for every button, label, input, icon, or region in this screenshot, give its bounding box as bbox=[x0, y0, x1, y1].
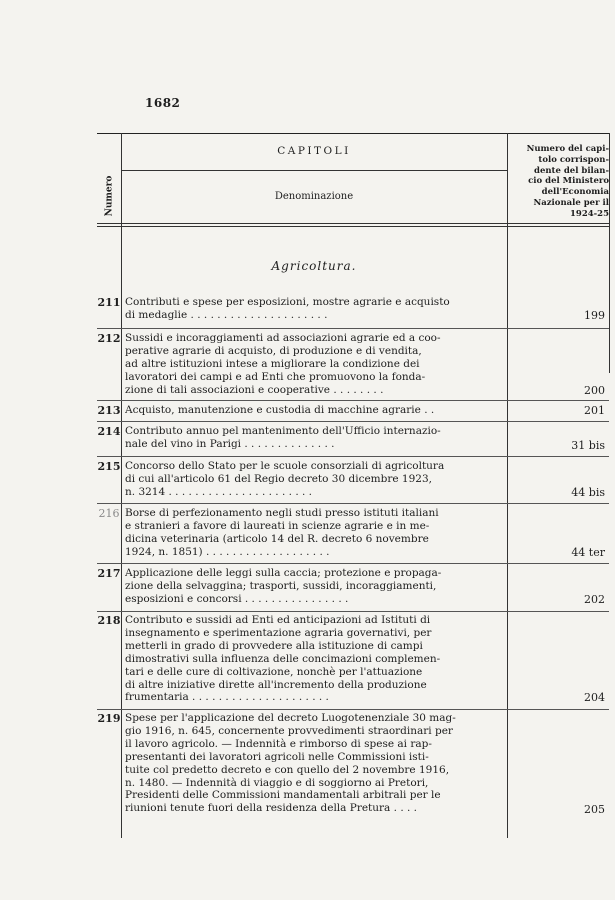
page-number: 1682 bbox=[145, 96, 181, 110]
row-rule bbox=[97, 456, 609, 457]
bilancio-line: 1924-25 bbox=[569, 208, 609, 219]
chapter-number: 218 bbox=[97, 614, 121, 627]
chapter-number: 219 bbox=[97, 712, 121, 725]
description-line: perative agrarie di acquisto, di produzione e di vendita, bbox=[125, 344, 422, 357]
bilancio-line: tolo corrispon- bbox=[538, 154, 609, 165]
row-rule bbox=[97, 611, 609, 612]
table-top-rule bbox=[97, 133, 609, 134]
capitoli-header: CAPITOLI bbox=[277, 145, 351, 157]
description-line: Contributi e spese per esposizioni, mostre agrarie e acquisto bbox=[125, 296, 450, 308]
description-line: Contributo e sussidi ad Enti ed anticipazioni ad Istituti di bbox=[125, 614, 431, 626]
description-line: lavoratori dei campi e ad Enti che promuovono la fonda- bbox=[125, 370, 426, 383]
description-line: Acquisto, manutenzione e custodia di macchine agrarie . . bbox=[125, 404, 435, 416]
column-divider-right bbox=[507, 133, 508, 838]
description-line: e stranieri a favore di laureati in scienze agrarie e in me- bbox=[125, 519, 430, 532]
description-line: n. 1480. — Indennità di viaggio e di soggiorno ai Pretori, bbox=[125, 776, 429, 789]
chapter-number: 216 bbox=[98, 507, 120, 520]
description-line: Sussidi e incoraggiamenti ad associazioni agrarie ed a coo- bbox=[125, 332, 441, 344]
bilancio-line: cio del Ministero bbox=[528, 176, 609, 187]
chapter-number: 213 bbox=[97, 404, 121, 417]
bilancio-line: dell'Economia bbox=[541, 187, 609, 198]
chapter-description bbox=[125, 425, 503, 451]
description-line: di cui all'articolo 61 del Regio decreto 30 dicembre 1923, bbox=[125, 472, 432, 485]
budget-chapter-ref: 201 bbox=[584, 404, 605, 417]
description-line: di medaglie . . . . . . . . . . . . . . . . . . . . . bbox=[125, 308, 328, 321]
chapter-description bbox=[125, 567, 503, 606]
chapter-number: 212 bbox=[97, 332, 121, 345]
description-line: Presidenti delle Commissioni mandamentali arbitrali per le bbox=[125, 789, 441, 802]
description-line: presentanti dei lavoratori agricoli nelle Commissioni isti- bbox=[125, 750, 429, 763]
budget-chapter-ref: 204 bbox=[584, 691, 605, 704]
description-line: insegnamento e sperimentazione agraria governativi, per bbox=[125, 626, 432, 639]
chapter-description bbox=[125, 614, 503, 704]
description-line: 1924, n. 1851) . . . . . . . . . . . . . . . . . . . bbox=[125, 545, 330, 558]
description-line: tari e delle cure di coltivazione, nonchè per l'attuazione bbox=[125, 665, 423, 678]
column-divider-edge bbox=[609, 133, 610, 373]
description-line: n. 3214 . . . . . . . . . . . . . . . . . . . . . . bbox=[125, 485, 313, 498]
description-line: esposizioni e concorsi . . . . . . . . . . . . . . . . bbox=[125, 592, 349, 605]
description-line: dicina veterinaria (articolo 14 del R. decreto 6 novembre bbox=[125, 532, 429, 545]
description-line: Borse di perfezionamento negli studi presso istituti italiani bbox=[125, 507, 439, 519]
numero-label: Numero bbox=[104, 175, 115, 217]
budget-chapter-ref: 44 bis bbox=[571, 486, 605, 499]
chapter-description bbox=[125, 296, 503, 322]
numero-column-header bbox=[97, 168, 121, 224]
description-line: tuite col predetto decreto e con quello del 2 novembre 1916, bbox=[125, 763, 450, 776]
description-line: Applicazione delle leggi sulla caccia; protezione e propaga- bbox=[125, 567, 442, 579]
row-rule bbox=[97, 563, 609, 564]
description-line: zione di tali associazioni e cooperative . . . . . . . . bbox=[125, 383, 384, 396]
description-line: ad altre istituzioni intese a migliorare la condizione dei bbox=[125, 357, 420, 370]
budget-chapter-ref: 200 bbox=[584, 384, 605, 397]
bilancio-line: Nazionale per il bbox=[533, 197, 609, 208]
chapter-description bbox=[125, 460, 503, 499]
description-line: dimostrativi sulla influenza delle concimazioni complemen- bbox=[125, 652, 441, 665]
row-rule bbox=[97, 709, 609, 710]
row-rule bbox=[97, 328, 609, 329]
header-bottom-rule-2 bbox=[97, 226, 609, 227]
description-line: Concorso dello Stato per le scuole consorziali di agricoltura bbox=[125, 460, 445, 472]
description-line: il lavoro agricolo. — Indennità e rimborso di spese ai rap- bbox=[125, 737, 432, 750]
budget-chapter-ref: 205 bbox=[584, 803, 605, 816]
chapter-number: 211 bbox=[97, 296, 121, 309]
budget-chapter-ref: 31 bis bbox=[571, 439, 605, 452]
header-bottom-rule bbox=[97, 223, 609, 224]
description-line: Contributo annuo pel mantenimento dell'Ufficio internazio- bbox=[125, 425, 441, 437]
bilancio-column-header bbox=[509, 144, 609, 220]
chapter-number: 214 bbox=[97, 425, 121, 438]
row-rule bbox=[97, 421, 609, 422]
bilancio-line: dente del bilan- bbox=[534, 165, 609, 176]
chapter-description bbox=[125, 712, 503, 815]
chapter-number: 217 bbox=[97, 567, 121, 580]
budget-chapter-ref: 44 ter bbox=[571, 546, 605, 559]
column-divider-left bbox=[121, 133, 122, 838]
section-title: Agricoltura. bbox=[271, 259, 357, 273]
chapter-description bbox=[125, 404, 503, 417]
description-line: gio 1916, n. 645, concernente provvedimenti straordinari per bbox=[125, 724, 453, 737]
header-mid-rule bbox=[121, 170, 507, 171]
chapter-description bbox=[125, 332, 503, 397]
description-line: Spese per l'applicazione del decreto Luogotenenziale 30 mag- bbox=[125, 712, 456, 724]
budget-chapter-ref: 202 bbox=[584, 593, 605, 606]
description-line: riunioni tenute fuori della residenza della Pretura . . . . bbox=[125, 802, 418, 815]
denominazione-header: Denominazione bbox=[274, 191, 354, 202]
row-rule bbox=[97, 400, 609, 401]
description-line: metterli in grado di provvedere alla istituzione di campi bbox=[125, 639, 423, 652]
description-line: frumentaria . . . . . . . . . . . . . . . . . . . . . bbox=[125, 691, 329, 704]
description-line: zione della selvaggina; trasporti, sussidi, incoraggiamenti, bbox=[125, 579, 437, 592]
chapter-number: 215 bbox=[97, 460, 121, 473]
description-line: di altre iniziative dirette all'incremento della produzione bbox=[125, 678, 427, 691]
bilancio-line: Numero del capi- bbox=[526, 144, 609, 154]
budget-chapter-ref: 199 bbox=[584, 309, 605, 322]
chapter-description bbox=[125, 507, 503, 559]
row-rule bbox=[97, 503, 609, 504]
description-line: nale del vino in Parigi . . . . . . . . . . . . . . bbox=[125, 437, 335, 450]
